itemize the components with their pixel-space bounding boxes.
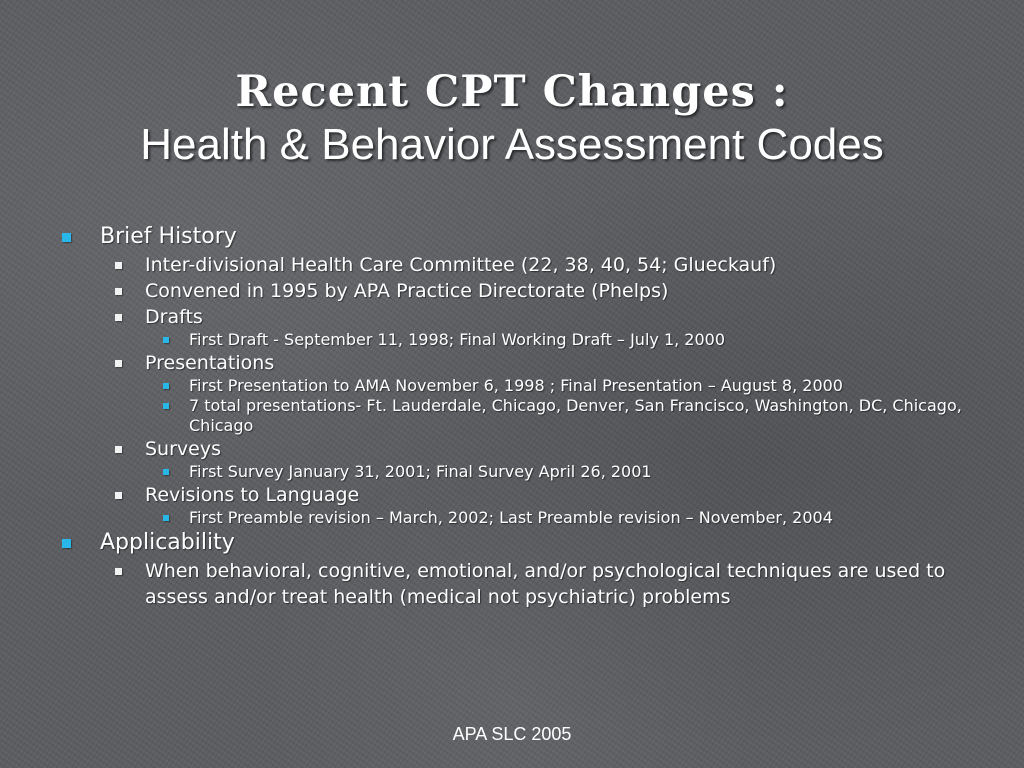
square-bullet-icon <box>62 539 71 548</box>
bullet-text: Convened in 1995 by APA Practice Directorate (Phelps) <box>145 280 669 302</box>
bullet-list <box>62 222 962 610</box>
bullet-survey-dates <box>163 462 962 482</box>
bullet-text: First Survey January 31, 2001; Final Survey April 26, 2001 <box>189 462 652 481</box>
bullet-presentation-cities <box>163 396 962 436</box>
square-bullet-icon <box>115 262 122 269</box>
bullet-surveys <box>115 436 962 462</box>
bullet-text: Revisions to Language <box>145 484 360 506</box>
square-bullet-icon <box>115 314 122 321</box>
bullet-text: First Presentation to AMA November 6, 1998 ; Final Presentation – August 8, 2000 <box>189 376 843 395</box>
bullet-applicability <box>62 528 962 558</box>
bullet-text: Inter-divisional Health Care Committee (22, 38, 40, 54; Glueckauf) <box>145 254 777 276</box>
bullet-text: Applicability <box>100 530 235 555</box>
square-bullet-icon <box>62 233 71 242</box>
square-bullet-icon <box>115 360 122 367</box>
square-bullet-icon <box>115 288 122 295</box>
bullet-drafts <box>115 304 962 330</box>
square-bullet-icon <box>163 515 169 521</box>
bullet-presentations <box>115 350 962 376</box>
bullet-applicability-detail <box>115 558 962 610</box>
bullet-revision-dates <box>163 508 962 528</box>
bullet-convened <box>115 278 962 304</box>
bullet-text: Brief History <box>100 224 237 249</box>
title-line-2: Health & Behavior Assessment Codes <box>140 120 884 169</box>
square-bullet-icon <box>115 446 122 453</box>
bullet-text: First Preamble revision – March, 2002; Last Preamble revision – November, 2004 <box>189 508 833 527</box>
square-bullet-icon <box>115 568 122 575</box>
bullet-presentation-dates <box>163 376 962 396</box>
square-bullet-icon <box>115 492 122 499</box>
bullet-text: When behavioral, cognitive, emotional, and/or psychological techniques are used to assess and/or treat health (medical not psychiatric) problems <box>145 560 946 608</box>
bullet-revisions <box>115 482 962 508</box>
bullet-draft-dates <box>163 330 962 350</box>
bullet-text: First Draft - September 11, 1998; Final Working Draft – July 1, 2000 <box>189 330 726 349</box>
bullet-text: Presentations <box>145 352 275 374</box>
slide-title <box>0 66 1024 172</box>
bullet-text: Drafts <box>145 306 203 328</box>
bullet-text: Surveys <box>145 438 221 460</box>
title-line-1: Recent CPT Changes : <box>235 67 789 117</box>
square-bullet-icon <box>163 383 169 389</box>
square-bullet-icon <box>163 469 169 475</box>
square-bullet-icon <box>163 337 169 343</box>
bullet-text: 7 total presentations- Ft. Lauderdale, Chicago, Denver, San Francisco, Washington, DC, Chicago, Chicago <box>189 396 962 435</box>
slide-footer: APA SLC 2005 <box>452 724 572 744</box>
bullet-brief-history <box>62 222 962 252</box>
bullet-committee <box>115 252 962 278</box>
square-bullet-icon <box>163 403 169 409</box>
